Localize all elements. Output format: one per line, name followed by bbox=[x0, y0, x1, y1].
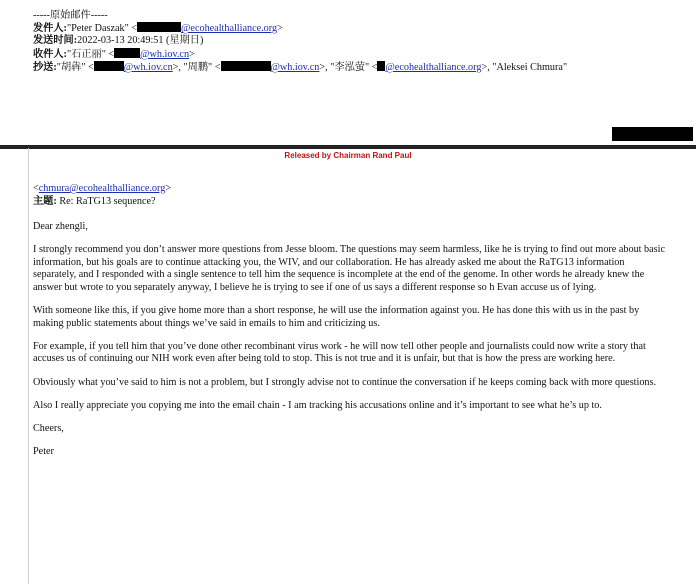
subject-value: Re: RaTG13 sequence? bbox=[56, 195, 156, 207]
cc-3-email-link[interactable]: @ecohealthalliance.org bbox=[385, 61, 482, 73]
cc-1-email-link[interactable]: @wh.iov.cn bbox=[123, 61, 173, 73]
cc-continuation-line bbox=[33, 183, 669, 196]
cc-label: 抄送: bbox=[33, 61, 57, 73]
to-line bbox=[33, 48, 567, 61]
sent-label: 发送时间: bbox=[33, 35, 78, 47]
margin-line bbox=[28, 148, 29, 584]
cc-close: > bbox=[165, 183, 172, 194]
page-separator bbox=[0, 145, 696, 149]
closing: Cheers, bbox=[33, 422, 64, 434]
redaction-box bbox=[221, 61, 271, 71]
subject-label: 主题: bbox=[33, 195, 57, 207]
cc-3-close: >, bbox=[481, 61, 493, 73]
redaction-box bbox=[137, 22, 181, 32]
paragraph: I strongly recommend you don’t answer more questions from Jesse bloom. The questions may seem harmless, like he is trying to find out more about basic information, but his goals are to continue attacking you, the WIV, and our collaboration. He has already asked me about the RaTG13 information separately, and I responded with a single sentence to tell him the sequence is incomplete at the end of the genome. In other words he already knew the answer but wrote to you separately anyway, I believe he is trying to see if one of us says a different response so h Evan accuse us of lying. bbox=[33, 244, 665, 294]
redaction-box bbox=[612, 127, 693, 141]
cc-1-name: "胡犇" < bbox=[56, 61, 94, 73]
cc-3-name: "李泓萤" < bbox=[330, 61, 378, 73]
cc-1-close: >, bbox=[172, 61, 184, 73]
to-label: 收件人: bbox=[33, 48, 67, 60]
from-label: 发件人: bbox=[33, 23, 67, 35]
cc-open: < bbox=[33, 183, 39, 194]
cc-4-name: "Aleksei Chmura" bbox=[492, 61, 568, 73]
sent-value: 2022-03-13 20:49:51 (星期日) bbox=[77, 35, 204, 47]
original-message-header bbox=[33, 10, 567, 74]
subject-line bbox=[33, 196, 669, 209]
from-email-link[interactable]: @ecohealthalliance.org bbox=[181, 23, 278, 35]
redaction-box bbox=[114, 48, 140, 58]
from-close: > bbox=[277, 23, 283, 35]
paragraph: With someone like this, if you give home more than a short response, he will use the information against you. He has done this with us in the past by making public statements about things we’ve said in emails to him and criticizing us. bbox=[33, 305, 640, 329]
email-body bbox=[33, 183, 669, 469]
cc-line bbox=[33, 61, 567, 74]
paragraph: For example, if you tell him that you’ve done other recombinant virus work - he will now tell other people and journalists could now write a story that accuses us of continuing our NIH work even after being told to stop. This is not true and it is unfair, but that is how the press are working here. bbox=[33, 340, 646, 365]
redaction-box bbox=[94, 61, 124, 71]
original-message-divider: -----原始邮件----- bbox=[33, 10, 108, 21]
from-line bbox=[33, 22, 567, 35]
sent-line bbox=[33, 35, 567, 47]
cc-2-email-link[interactable]: @wh.iov.cn bbox=[270, 61, 320, 73]
to-close: > bbox=[189, 48, 195, 60]
to-email-link[interactable]: @wh.iov.cn bbox=[140, 48, 190, 60]
paragraph: Obviously what you’ve said to him is not a problem, but I strongly advise not to continue the conversation if he keeps coming back with more questions. bbox=[33, 376, 657, 388]
cc-2-close: >, bbox=[319, 61, 331, 73]
to-name: "石正丽" < bbox=[66, 48, 115, 60]
chmura-email-link[interactable]: chmura@ecohealthalliance.org bbox=[38, 183, 166, 194]
from-name: "Peter Daszak" < bbox=[66, 23, 138, 35]
release-banner: Released by Chairman Rand Paul bbox=[284, 151, 412, 160]
greeting: Dear zhengli, bbox=[33, 221, 88, 233]
signature: Peter bbox=[33, 445, 54, 457]
paragraph: Also I really appreciate you copying me into the email chain - I am tracking his accusations online and it’s important to see what he’s up to. bbox=[33, 399, 602, 411]
cc-2-name: "周鹏" < bbox=[183, 61, 221, 73]
